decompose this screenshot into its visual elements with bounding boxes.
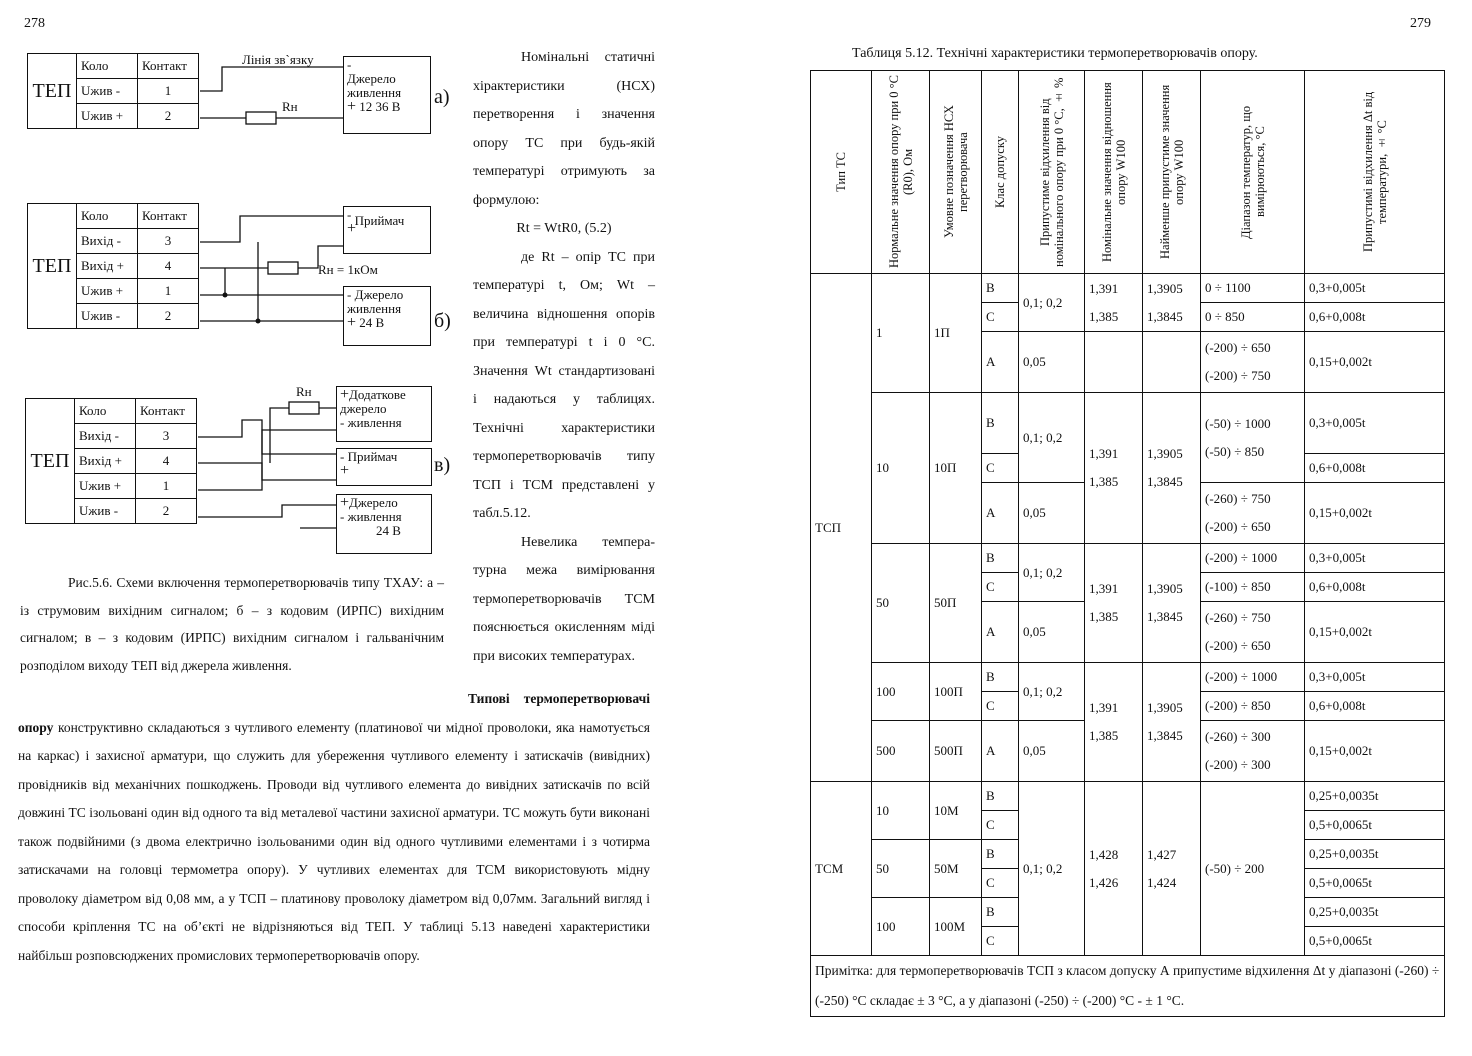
nsx-cell: 100П [930, 663, 982, 721]
tolerance-cell: 0,3+0,005t [1305, 393, 1445, 454]
range-cell: (-260) ÷ 300 (-200) ÷ 300 [1201, 721, 1305, 782]
circuit-cell: Uжив + [75, 474, 136, 499]
class-cell: С [982, 692, 1019, 721]
tolerance-cell: 0,15+0,002t [1305, 332, 1445, 393]
tolerance-cell: 0,6+0,008t [1305, 454, 1445, 483]
plus-sign: + [347, 98, 357, 115]
w-min-cell: 1,3905 1,3845 [1143, 544, 1201, 663]
circuit-cell: Вихід - [77, 229, 138, 254]
class-cell: А [982, 721, 1019, 782]
r0-cell: 50 [872, 544, 930, 663]
tolerance-cell: 0,5+0,0065t [1305, 927, 1445, 956]
contact-cell: 4 [136, 449, 197, 474]
class-cell: С [982, 927, 1019, 956]
plus-sign: + [340, 494, 350, 511]
tep-label: ТЕП [28, 54, 77, 129]
contact-cell: 2 [138, 304, 199, 329]
w-min-cell: 1,3905 1,3845 [1143, 663, 1201, 782]
minus-sign: - [347, 287, 352, 302]
tolerance-cell: 0,6+0,008t [1305, 573, 1445, 602]
minus-sign: - [347, 207, 352, 222]
header-row [811, 71, 1445, 274]
contact-cell: 3 [136, 424, 197, 449]
note-row [811, 956, 1445, 1017]
paragraph: Номінальні статичні хірактеристики (НСХ) перетворення і значення опору ТС при будь-якій температурі отримують за формулою: [473, 50, 655, 208]
w-min-cell: 1,3905 1,3845 [1143, 274, 1201, 332]
w-nominal-cell: 1,391 1,385 [1085, 393, 1143, 544]
plus-sign: + [340, 462, 350, 479]
source-voltage: 24 В [376, 523, 401, 538]
deviation-cell: 0,1; 0,2 [1019, 393, 1085, 483]
deviation-cell: 0,05 [1019, 332, 1085, 393]
type-cell: ТСП [811, 274, 872, 782]
range-cell: (-50) ÷ 1000 (-50) ÷ 850 [1201, 393, 1305, 483]
col-circuit-header: Коло [77, 54, 138, 79]
deviation-cell: 0,05 [1019, 721, 1085, 782]
class-cell: В [982, 898, 1019, 927]
class-cell: С [982, 454, 1019, 483]
tolerance-cell: 0,5+0,0065t [1305, 869, 1445, 898]
table-row [811, 544, 1445, 573]
deviation-cell: 0,1; 0,2 [1019, 663, 1085, 721]
nsx-cell: 10П [930, 393, 982, 544]
tolerance-cell: 0,5+0,0065t [1305, 811, 1445, 840]
w-min-cell: 1,427 1,424 [1143, 782, 1201, 956]
link-label: Лінія зв`язку [242, 52, 314, 67]
range-cell: (-200) ÷ 1000 [1201, 544, 1305, 573]
w-min-cell: 1,3905 1,3845 [1143, 393, 1201, 544]
w-nominal-cell: 1,391 1,385 [1085, 274, 1143, 332]
class-cell: В [982, 840, 1019, 869]
table-row [811, 274, 1445, 303]
w-nominal-cell [1085, 332, 1143, 393]
table-row [811, 663, 1445, 692]
tep-label: ТЕП [28, 204, 77, 329]
wiring-lines [0, 0, 470, 560]
contact-cell: 3 [138, 229, 199, 254]
header-cell: Умовне позначення НСХ перетворювача [930, 71, 982, 274]
circuit-cell: Uжив + [77, 279, 138, 304]
nsx-cell: 10М [930, 782, 982, 840]
minus-sign: - [340, 449, 345, 464]
header-cell: Нормальне значення опору при 0 °С (R0), Ом [872, 71, 930, 274]
figure-caption: Рис.5.6. Схеми включення термоперетворювачів типу ТХАУ: а – із струмовим вихідним сигналом; б – з кодовим (ИРПС) вихідним сигналом; в – з кодовим (ИРПС) вихідним сигналом і гальванічним розподілом виходу ТЕП від джерела живлення. [20, 575, 444, 673]
tolerance-cell: 0,6+0,008t [1305, 692, 1445, 721]
w-min-cell [1143, 332, 1201, 393]
range-cell: (-260) ÷ 750 (-200) ÷ 650 [1201, 483, 1305, 544]
contact-cell: 2 [138, 104, 199, 129]
header-cell: Припустимі відхилення Δt від температури, ± °С [1305, 71, 1445, 274]
table-row [811, 782, 1445, 811]
tolerance-cell: 0,3+0,005t [1305, 663, 1445, 692]
minus-sign: - [347, 57, 352, 72]
diagram-letter-v: в) [434, 454, 451, 476]
aux-text-1: Додаткове [349, 387, 406, 402]
receiver-text: Приймач [354, 213, 405, 228]
tolerance-cell: 0,25+0,0035t [1305, 782, 1445, 811]
col-circuit-header: Коло [77, 204, 138, 229]
tolerance-cell: 0,15+0,002t [1305, 721, 1445, 782]
tolerance-cell: 0,3+0,005t [1305, 544, 1445, 573]
circuit-cell: Uжив - [77, 304, 138, 329]
range-cell: (-200) ÷ 1000 [1201, 663, 1305, 692]
range-cell: (-200) ÷ 650 (-200) ÷ 750 [1201, 332, 1305, 393]
class-cell: В [982, 663, 1019, 692]
table-title: Таблиця 5.12. Технічні характеристики термоперетворювачів опору. [852, 46, 1258, 61]
class-cell: В [982, 782, 1019, 811]
circuit-cell: Вихід + [77, 254, 138, 279]
deviation-cell: 0,1; 0,2 [1019, 782, 1085, 956]
nsx-cell: 50П [930, 544, 982, 663]
deviation-cell: 0,1; 0,2 [1019, 274, 1085, 332]
contact-cell: 4 [138, 254, 199, 279]
receiver-text: Приймач [347, 449, 398, 464]
class-cell: С [982, 303, 1019, 332]
range-cell: (-200) ÷ 850 [1201, 692, 1305, 721]
source-text: Джерело живлення [347, 71, 402, 100]
tolerance-cell: 0,15+0,002t [1305, 602, 1445, 663]
table-note: Примітка: для термоперетворювачів ТСП з класом допуску А припустиме відхилення Δt у діапазоні (-260) ÷ (-250) °С складає ± 3 °С, а у діапазоні (-250) ÷ (-200) °С - ± 1 °С. [811, 956, 1445, 1017]
col-contact-header: Контакт [136, 399, 197, 424]
deviation-cell: 0,05 [1019, 602, 1085, 663]
header-cell: Найменше припустиме значення опору W100 [1143, 71, 1201, 274]
class-cell: С [982, 869, 1019, 898]
w-nominal-cell: 1,391 1,385 [1085, 544, 1143, 663]
tep-label: ТЕП [26, 399, 75, 524]
range-cell: 0 ÷ 850 [1201, 303, 1305, 332]
contact-cell: 1 [138, 279, 199, 304]
diagram-letter-a: а) [434, 86, 450, 108]
circuit-cell: Uжив - [77, 79, 138, 104]
plus-sign: + [340, 386, 350, 403]
page-number-left: 278 [24, 16, 45, 31]
contact-cell: 1 [136, 474, 197, 499]
header-cell: Діапазон температур, що вимірюються, °С [1201, 71, 1305, 274]
class-cell: А [982, 602, 1019, 663]
r0-cell: 1 [872, 274, 930, 393]
contact-cell: 2 [136, 499, 197, 524]
range-cell: 0 ÷ 1100 [1201, 274, 1305, 303]
class-cell: С [982, 811, 1019, 840]
deviation-cell: 0,1; 0,2 [1019, 544, 1085, 602]
r0-cell: 50 [872, 840, 930, 898]
header-cell: Тип ТС [811, 71, 872, 274]
source-text-2: живлення [347, 509, 402, 524]
aux-text-3: живлення [347, 415, 402, 430]
nsx-cell: 1П [930, 274, 982, 393]
diagram-letter-b: б) [434, 310, 451, 332]
text-column [473, 44, 655, 671]
class-cell: А [982, 332, 1019, 393]
class-cell: А [982, 483, 1019, 544]
header-cell: Клас допуску [982, 71, 1019, 274]
class-cell: С [982, 573, 1019, 602]
circuit-cell: Вихід + [75, 449, 136, 474]
paragraph: Невелика температурна межа вимірювання термоперетворювачів ТСМ пояснюється окисленням міді при високих температурах. [473, 534, 655, 664]
col-contact-header: Контакт [138, 54, 199, 79]
tolerance-cell: 0,25+0,0035t [1305, 840, 1445, 869]
range-cell: (-100) ÷ 850 [1201, 573, 1305, 602]
resistor-label: Rн [282, 99, 298, 114]
body-paragraph [18, 685, 650, 970]
class-cell: В [982, 393, 1019, 454]
bold-lead: Типові термоперетворювачі опору [18, 691, 650, 735]
tolerance-cell: 0,25+0,0035t [1305, 898, 1445, 927]
circuit-cell: Uжив - [75, 499, 136, 524]
source-voltage: 12 36 В [359, 99, 401, 114]
header-cell: Припустиме відхилення від номінального опору при 0 °С, ± % [1019, 71, 1085, 274]
body-text: конструктивно складаються з чутливого елементу (платинової чи мідної проволоки, яка намотується на каркас) і захисної арматури, що служить для убереження чутливого елементу і затискачів (вивідних) провідників від механічних пошкоджень. Проводи від чутливого елемента до вивідних затискачів по всій довжині ТС ізольовані один від одного та від металевої частини захисної арматури. ТС можуть бути виконані також подвійними (з двома електрично ізольованими один від одного чутливими елементами і з чотирма затискачами на головці термометра опору). У чутливих елементах для ТСМ використовують мідну проволоку діаметром від 0,08 мм, а у ТСП – платинову проволоку діаметром від 0,07мм. Загальний вигляд і способи кріплення ТС на об’єкті не відрізняються від ТЕП. У таблиці 5.13 наведені характеристики найбільш розповсюджених промислових термоперетворювачів опору. [18, 719, 650, 963]
tolerance-cell: 0,3+0,005t [1305, 274, 1445, 303]
source-text: Джерело живлення [347, 287, 404, 316]
paragraph: де Rt – опір ТС при температурі t, Ом; Wt – величина відношення опорів при температурі t і 0 °С. Значення Wt стандартизовані і надаються у таблицях. Технічні характеристики термоперетворювачів типу ТСП і ТСМ представлені у табл.5.12. [473, 249, 655, 521]
source-voltage: 24 В [359, 315, 385, 330]
nsx-cell: 50М [930, 840, 982, 898]
tech-specs-table [810, 70, 1445, 1017]
deviation-cell: 0,05 [1019, 483, 1085, 544]
plus-sign: + [347, 314, 357, 331]
minus-sign: - [340, 509, 345, 524]
class-cell: В [982, 544, 1019, 573]
type-cell: ТСМ [811, 782, 872, 956]
r0-cell: 10 [872, 393, 930, 544]
range-cell: (-50) ÷ 200 [1201, 782, 1305, 956]
class-cell: В [982, 274, 1019, 303]
minus-sign: - [340, 415, 345, 430]
contact-cell: 1 [138, 79, 199, 104]
aux-text-2: джерело [340, 401, 387, 416]
tolerance-cell: 0,15+0,002t [1305, 483, 1445, 544]
resistor-label: Rн = 1кОм [318, 262, 378, 277]
w-nominal-cell: 1,428 1,426 [1085, 782, 1143, 956]
plus-sign: + [347, 220, 357, 237]
r0-cell: 100 [872, 663, 930, 721]
col-circuit-header: Коло [75, 399, 136, 424]
r0-cell: 500 [872, 721, 930, 782]
tolerance-cell: 0,6+0,008t [1305, 303, 1445, 332]
nsx-cell: 500П [930, 721, 982, 782]
range-cell: (-260) ÷ 750 (-200) ÷ 650 [1201, 602, 1305, 663]
r0-cell: 100 [872, 898, 930, 956]
nsx-cell: 100М [930, 898, 982, 956]
r0-cell: 10 [872, 782, 930, 840]
source-text-1: Джерело [349, 495, 398, 510]
circuit-cell: Uжив + [77, 104, 138, 129]
col-contact-header: Контакт [138, 204, 199, 229]
formula-5-2: Rt = WtR0, (5.2) [516, 221, 612, 236]
w-nominal-cell: 1,391 1,385 [1085, 663, 1143, 782]
resistor-label: Rн [296, 384, 312, 399]
page-number-right: 279 [1410, 16, 1431, 31]
circuit-cell: Вихід - [75, 424, 136, 449]
header-cell: Номінальне значення відношення опору W100 [1085, 71, 1143, 274]
